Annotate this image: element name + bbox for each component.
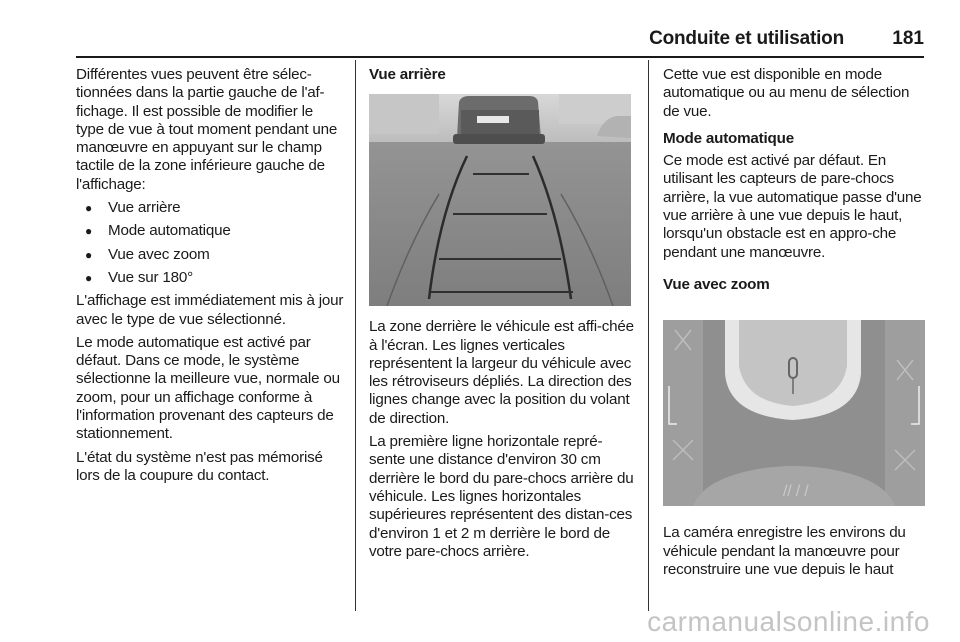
list-item: ● Mode automatique — [76, 222, 344, 240]
rear-view-paragraph-1: La zone derrière le véhicule est affi-chée à l'écran. Les lignes verticales représentent la largeur du véhicule avec les rétroviseurs dépliés. La direction des lignes change avec la position du volant de direction. — [369, 318, 634, 427]
auto-mode-heading: Mode automatique — [663, 129, 794, 147]
rear-view-illustration — [369, 94, 631, 306]
watermark: carmanualsonline.info — [647, 606, 930, 637]
zoom-view-paragraph: La caméra enregistre les environs du véhicule pendant la manœuvre pour reconstruire une vue depuis le haut — [663, 524, 906, 578]
column-3 — [663, 66, 927, 584]
section-title: Conduite et utilisation — [649, 28, 844, 49]
list-item: ● Vue sur 180° — [76, 269, 344, 287]
memory-paragraph: L'état du système n'est pas mémorisé lors de la coupure du contact. — [76, 448, 323, 484]
view-options-list — [76, 199, 344, 287]
update-paragraph: L'affichage est immédiatement mis à jour avec le type de vue sélectionné. — [76, 292, 344, 328]
column-2 — [369, 66, 635, 566]
intro-paragraph: Différentes vues peuvent être sélec-tionnées dans la partie gauche de l'af-fichage. Il est possible de modifier le type de vue à tout moment pendant une manœuvre en appuyant sur le champ tactile de la zone inférieure gauche de l'affichage: — [76, 66, 338, 193]
page-number: 181 — [892, 28, 924, 49]
auto-mode-description: Ce mode est activé par défaut. En utilisant les capteurs de pare-chocs arrière, la vue automatique passe d'une vue arrière à une vue depuis le haut, lorsqu'un obstacle est en appro-che pendant une manœuvre. — [663, 152, 922, 261]
rear-view-heading: Vue arrière — [369, 66, 446, 83]
column-1 — [76, 66, 344, 490]
column-divider-left — [355, 60, 356, 611]
svg-text:// / /: // / / — [783, 483, 809, 501]
column-divider-right — [648, 60, 649, 611]
header-rule — [76, 56, 924, 58]
zoom-view-heading: Vue avec zoom — [663, 275, 770, 293]
rear-view-paragraph-2: La première ligne horizontale repré-sente une distance d'environ 30 cm derrière le bord du pare-chocs arrière du véhicule. Les lignes horizontales supérieures représentent des distan-ces d'environ 1 et 2 m derrière le bord de votre pare-chocs arrière. — [369, 433, 634, 560]
list-item: ● Vue arrière — [76, 199, 344, 217]
auto-mode-paragraph: Le mode automatique est activé par défaut. Dans ce mode, le système sélectionne la meilleure vue, normale ou zoom, pour un affichage conforme à l'information provenant des capteurs de stationnement. — [76, 333, 340, 443]
availability-paragraph: Cette vue est disponible en mode automatique ou au menu de sélection de vue. — [663, 66, 910, 120]
list-item: ● Vue avec zoom — [76, 246, 344, 264]
zoom-view-illustration — [663, 320, 925, 506]
